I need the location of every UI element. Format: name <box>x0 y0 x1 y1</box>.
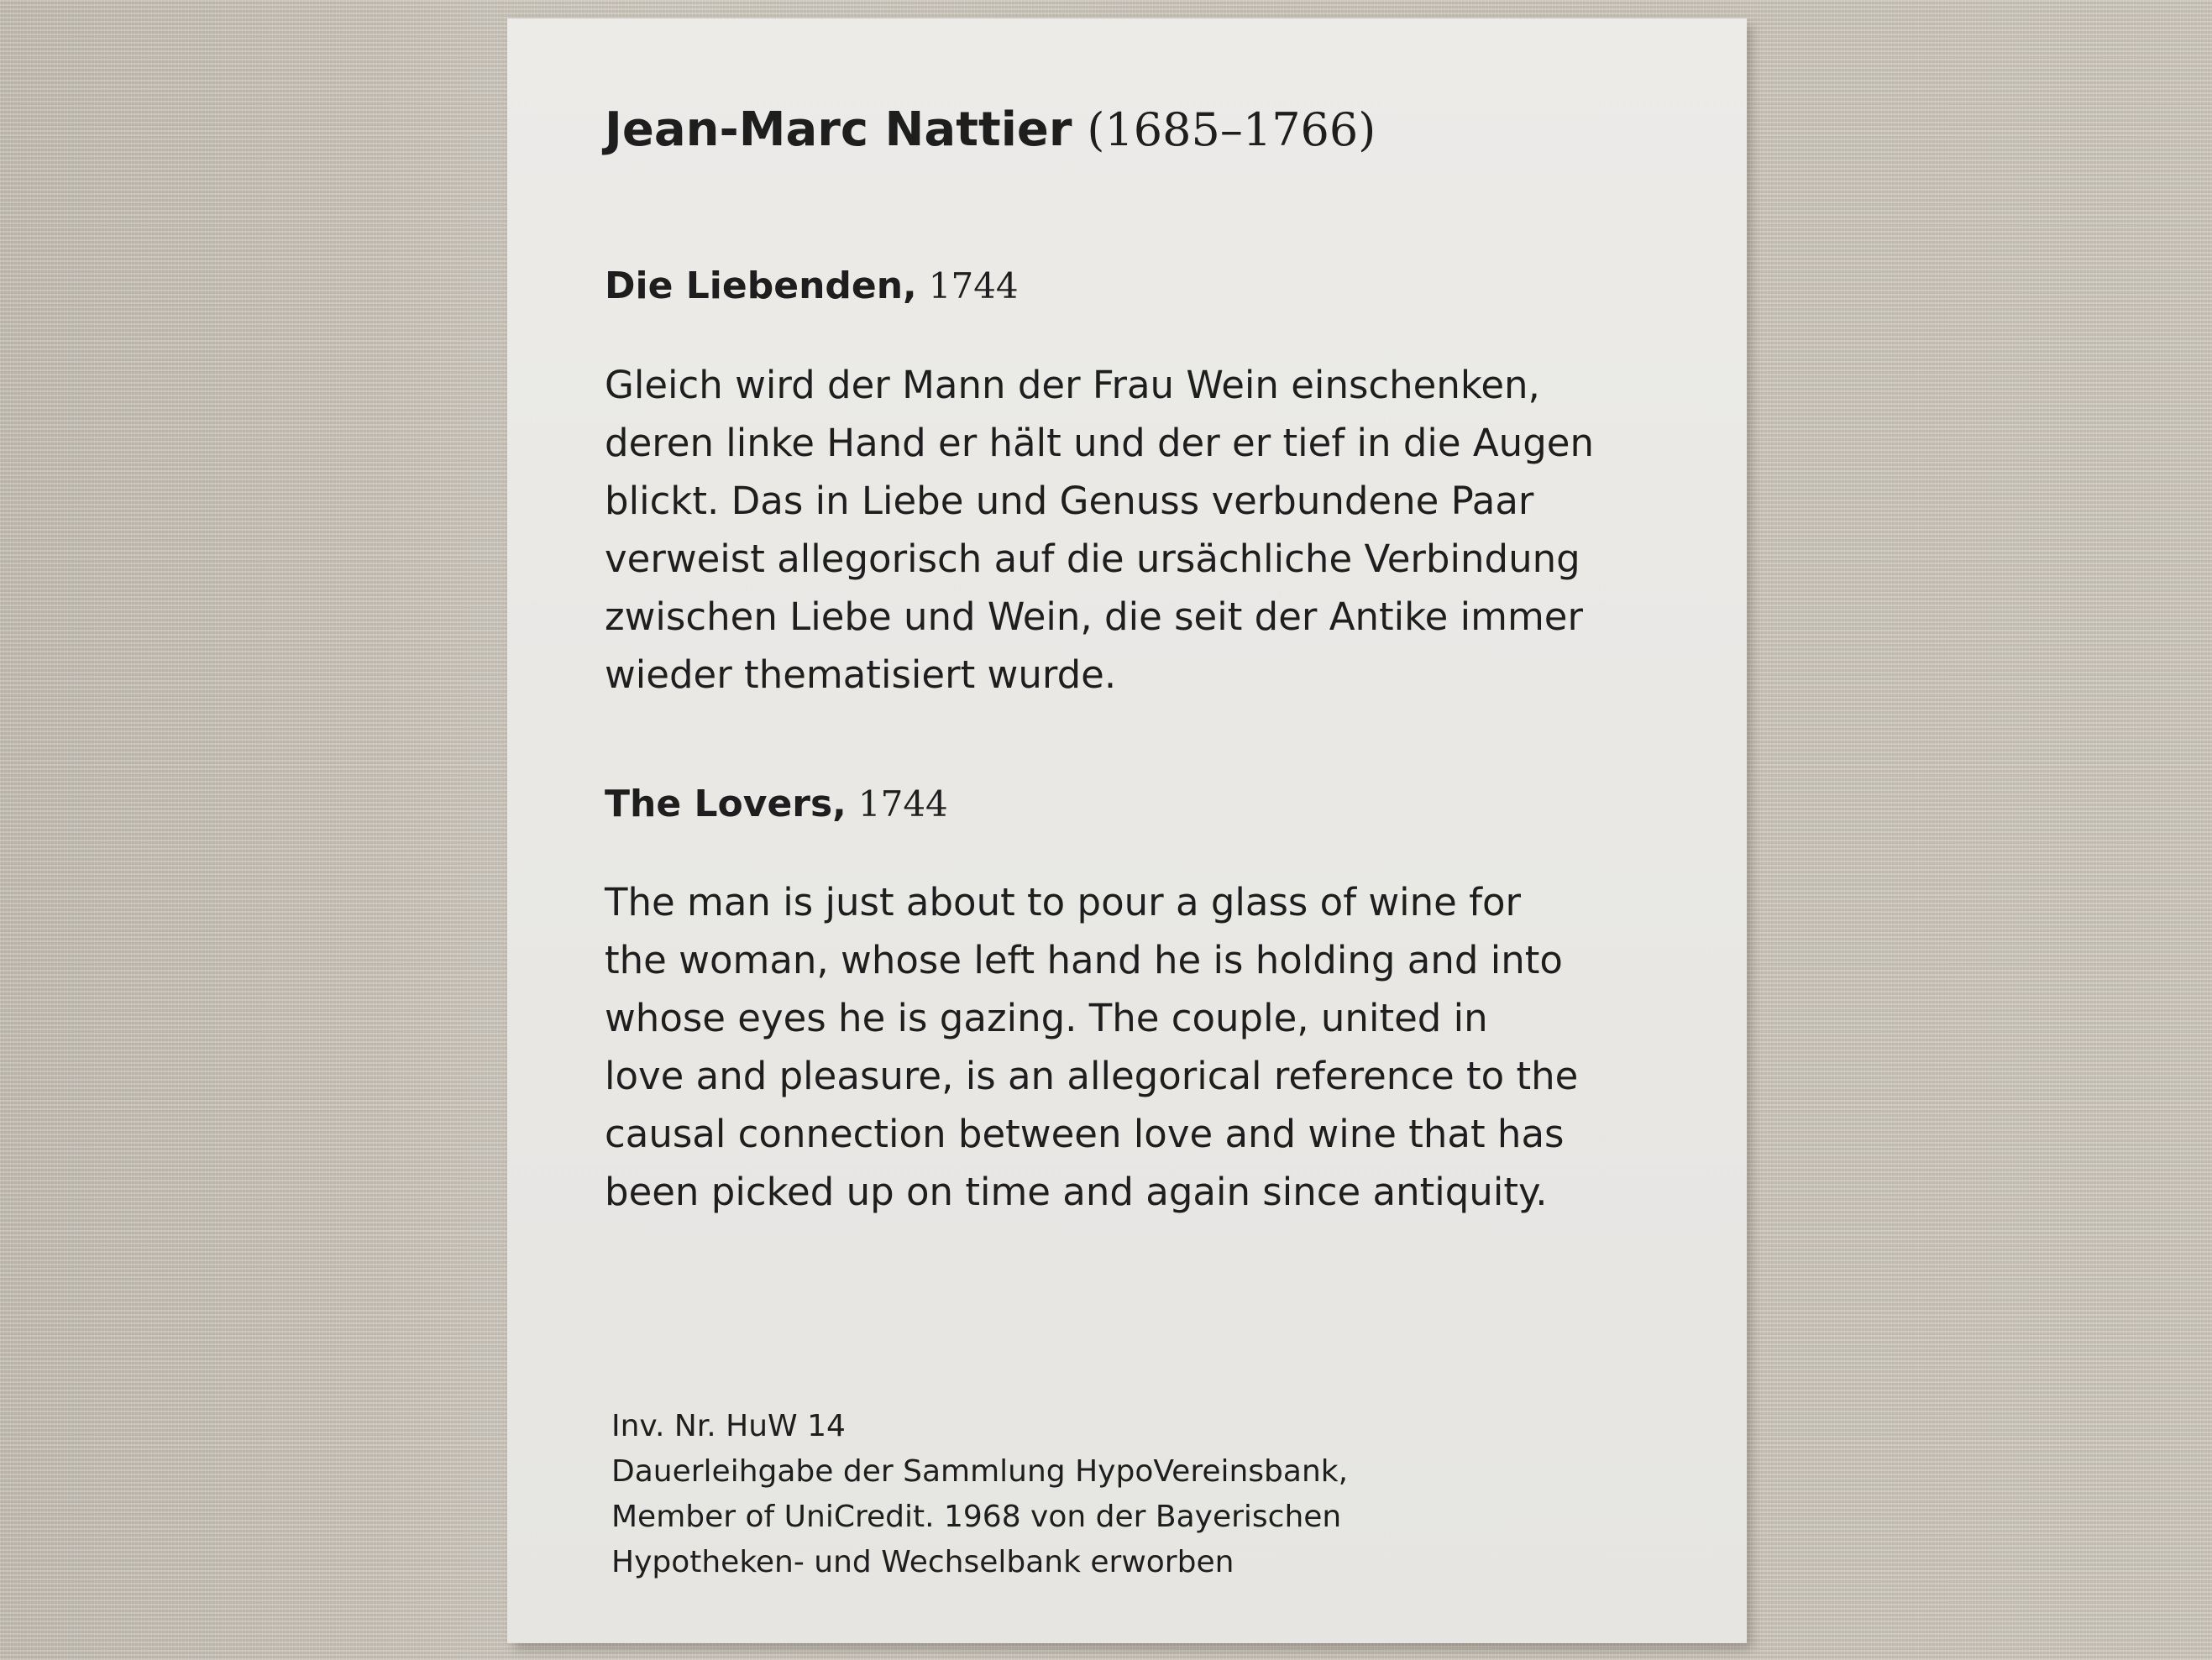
english-text-line: whose eyes he is gazing. The couple, united in <box>605 996 1488 1040</box>
english-text-line: love and pleasure, is an allegorical reference to the <box>605 1054 1579 1098</box>
museum-label-card <box>507 18 1747 1643</box>
inventory-number: Inv. Nr. HuW 14 <box>611 1409 846 1443</box>
german-text-line: blickt. Das in Liebe und Genuss verbundene Paar <box>605 479 1534 523</box>
german-text-line: verweist allegorisch auf die ursächliche Verbindung <box>605 537 1580 581</box>
german-text-line: wieder thematisiert wurde. <box>605 652 1117 697</box>
english-text-line: the woman, whose left hand he is holding and into <box>605 938 1563 982</box>
german-text-line: deren linke Hand er hält und der er tief in die Augen <box>605 421 1594 465</box>
provenance-line: Dauerleihgabe der Sammlung HypoVereinsbank, <box>611 1454 1349 1489</box>
english-title: The Lovers, <box>605 783 847 825</box>
artist-name: Jean-Marc Nattier <box>605 102 1072 157</box>
provenance-line: Member of UniCredit. 1968 von der Bayerischen <box>611 1500 1342 1534</box>
provenance-line: Hypotheken- und Wechselbank erworben <box>611 1545 1234 1579</box>
artist-dates: (1685–1766) <box>1087 103 1376 156</box>
artist-heading <box>605 102 1376 157</box>
german-text-line: zwischen Liebe und Wein, die seit der Antike immer <box>605 594 1583 639</box>
english-text-line: causal connection between love and wine that has <box>605 1112 1565 1156</box>
german-title-line <box>605 264 1019 307</box>
credit-line <box>611 1404 1348 1585</box>
english-year: 1744 <box>857 783 948 825</box>
german-text-line: Gleich wird der Mann der Frau Wein einschenken, <box>605 363 1540 407</box>
english-text-line: The man is just about to pour a glass of wine for <box>605 880 1522 924</box>
german-year: 1744 <box>928 265 1019 306</box>
english-text-line: been picked up on time and again since antiquity. <box>605 1170 1548 1214</box>
english-description <box>605 873 1696 1221</box>
german-title: Die Liebenden, <box>605 264 917 307</box>
german-description <box>605 356 1696 704</box>
english-title-line <box>605 783 948 825</box>
